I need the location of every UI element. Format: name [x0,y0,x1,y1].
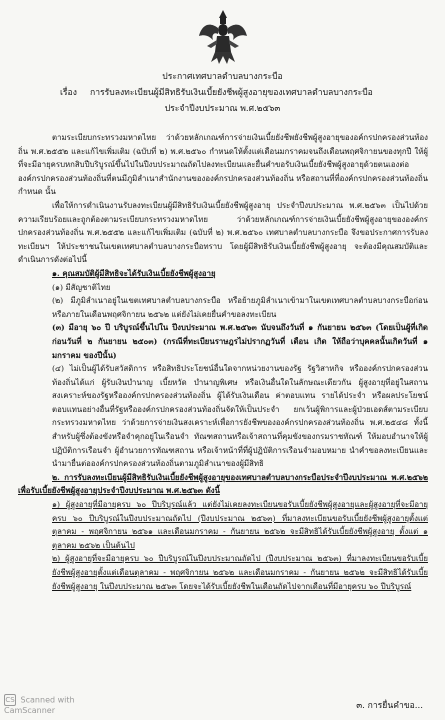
section-2-item-2: ๒) ผู้สูงอายุที่จะมีอายุครบ ๖๐ ปีบริบูรณ์ในปีงบประมาณถัดไป (ปีงบประมาณ ๒๕๖๓) ที่มาลงทะเบียนขอรับเบี้ยยังชีพผู้สูงอายุตั้งแต่เดือนตุลาคม - พฤศจิกายน ๒๕๖๒ และเดือนมกราคม - กันยายน ๒๕๖๒ จะมีสิทธิได้รับเบี้ยยังชีพผู้สูงอายุ ในปีงบประมาณ ๒๕๖๓ โดยจะได้รับเบี้ยยังชีพในเดือนถัดไปจากเดือนที่มีอายุครบ ๖๐ ปีบริบูรณ์ [52,554,428,591]
watermark-line-2: CamScanner [4,706,56,715]
section-2-heading: ๒. การรับลงทะเบียนผู้มีสิทธิรับเงินเบี้ยยังชีพผู้สูงอายุของเทศบาลตำบลบางกระบือประจำปีงบประมาณ พ.ศ.๒๕๖๒ เพื่อรับเบี้ยยังชีพผู้สูงอายุประจำปีงบประมาณ พ.ศ.๒๕๖๓ ดังนี้ [18,472,428,496]
subject-label: เรื่อง [60,88,77,98]
garuda-emblem-icon [197,8,249,66]
subject-line [60,87,373,100]
camscanner-logo-icon: CS [5,696,15,704]
paragraph-intro: ตามระเบียบกระทรวงมหาดไทย ว่าด้วยหลักเกณฑ์การจ่ายเงินเบี้ยยังชีพยังชีพผู้สูงอายุของอค์กรปกครองส่วนท้องถิ่น พ.ศ.๒๕๕๒ และแก้ไขเพิ่มเติม (ฉบับที่ ๒) พ.ศ.๒๕๖๐ กำหนดให้ตั้งแต่เดือนมกราคมจนถึงเดือนพฤศจิกายนของทุกปี ให้ผู้ที่จะมีอายุครบหกสิบปีบริบูรณ์ขึ้นไปในปีงบประมาณถัดไปลงทะเบียนและยื่นคำขอรับเงินเบี้ยยังชีพผู้สูงอายุด้วยตนเองต่อองค์กรปกครองส่วนท้องถิ่นที่ตนมีภูมิลำเนาสำนักงานขององค์กรปกครองส่วนท้องถิ่น หรือสถานที่ที่องค์กรปกครองส่วนท้องถิ่นกำหนด นั้น [18,133,428,197]
section-1-heading: ๑. คุณสมบัติผู้มีสิทธิจะได้รับเงินเบี้ยยังชีพผู้สูงอายุ [52,268,216,278]
section-2-item-1: ๑) ผู้สูงอายุที่มีอายุครบ ๖๐ ปีบริบูรณ์แล้ว แต่ยังไม่เคยลงทะเบียนขอรับเบี้ยยังชีพผู้สูงอายุและผู้สูงอายุที่จะมีอายุครบ ๖๐ ปีบริบูรณ์ในปีงบประมาณถัดไป (ปีงบประมาณ ๒๕๖๓) ที่มาลงทะเบียนขอรับเบี้ยยังชีพผู้สูงอายุตั้งแต่ตุลาคม - พฤศจิกายน ๒๕๖๑ และเดือนมกราคม - กันยายน ๒๕๖๒ จะมีสิทธิได้รับเบี้ยยังชีพผู้สูงอายุ ตั้งแต่ ๑ ตุลาคม ๒๕๖๒ เป็นต้นไป [52,500,428,550]
continuation-marker: ๓. การยื่นคำขอ... [356,701,423,711]
subject-text: การรับลงทะเบียนผู้มีสิทธิรับเงินเบี้ยยังชีพผู้สูงอายุของเทศบาลตำบลบางกระบือ [90,88,373,98]
section-1-item-4: (๔) ไม่เป็นผู้ได้รับสวัสดิการ หรือสิทธิประโยชน์อื่นใดจากหน่วยงานของรัฐ รัฐวิสาหกิจ หรือองค์กรปกครองส่วนท้องถิ่นได้แก่ ผู้รับเงินบำนาญ เบี้ยหวัด บำนาญพิเศษ หรือเงินอื่นใดในลักษณะเดียวกัน ผู้สูงอายุที่อยู่ในสถานสงเคราะห์ของรัฐหรือองค์กรปกครองส่วนท้องถิ่น ผู้ได้รับเงินเดือน ค่าตอบแทน รายได้ประจำ หรือผลประโยชน์ตอบแทนอย่างอื่นที่รัฐหรือองค์กรปกครองส่วนท้องถิ่นจัดให้เป็นประจำ ยกเว้นผู้พิการและผู้ป่วยเอดส์ตามระเบียบกระทรวงมหาดไทย ว่าด้วยการจ่ายเงินสงเคราะห์เพื่อการยังชีพขององค์กรปกครองส่วนท้องถิ่น พ.ศ.๒๕๔๘ ทั้งนี้ สำหรับผู้ซึ่งต้องขังหรือจำคุกอยู่ในเรือนจำ ทัณฑสถานหรือเจ้าสถานที่คุมขังของกรมราชทัณฑ์ ให้มอบอำนาจให้ผู้ปฏิบัติการเรือนจำ ผู้อำนวยการทัณฑสถาน หรือเจ้าหน้าที่ที่ผู้ปฏิบัติการเรือนจำมอบหมาย นำคำขอลงทะเบียนและนำมายื่นต่อองค์กรปกครองส่วนท้องถิ่นตามภูมิลำเนาของผู้มีสิทธิ [52,364,428,469]
paragraph-purpose: เพื่อให้การดำเนินงานรับลงทะเบียนผู้มีสิทธิรับเงินเบี้ยยังชีพผู้สูงอายุ ประจำปีงบประมาณ พ.ศ.๒๕๖๓ เป็นไปด้วยความเรียบร้อยและถูกต้องตามระเบียบกระทรวงมหาดไทย ว่าด้วยหลักเกณฑ์การจ่ายเงินเบี้ยยังชีพผู้สูงอายุขององค์กรปกครองส่วนท้องถิ่น พ.ศ.๒๕๕๒ และแก้ไขเพิ่มเติม (ฉบับที่ ๒) พ.ศ.๒๕๖๐ เทศบาลตำบลบางกระบือ จึงขอประกาศการรับลงทะเบียนฯ ให้ประชาชนในเขตเทศบาลตำบลบางกระบือทราบ โดยผู้มีสิทธิรับเงินเบี้ยยังชีพผู้สูงอายุ จะต้องมีคุณสมบัติและดำเนินการดังต่อไปนี้ [18,200,428,265]
section-1-item-3: (๓) มีอายุ ๖๐ ปี บริบูรณ์ขึ้นไปใน ปีงบประมาณ พ.ศ.๒๕๖๓ นับจนถึงวันที่ ๑ กันยายน ๒๕๖๓ (โดยเป็นผู้ที่เกิดก่อนวันที่ ๒ กันยายน ๒๕๐๓) (กรณีที่ทะเบียนราษฎรไม่ปรากฏวันที่ เดือน เกิด ให้ถือว่าบุคคลนั้นเกิดวันที่ ๑ มกราคม ของปีนั้น) [52,323,428,360]
announcement-title: ประกาศเทศบาลตำบลบางกระบือ [162,72,283,82]
document-body [18,131,428,593]
watermark-line-1: Scanned with [20,695,75,705]
section-1-item-2: (๒) มีภูมิลำเนาอยู่ในเขตเทศบาลตำบลบางกระบือ หรือย้ายภูมิลำเนาเข้ามาในเขตเทศบาลตำบลบางกระบือก่อนหรือภายในเดือนพฤศจิกายน ๒๕๖๒ แต่ยังไม่เคยยื่นคำขอลงทะเบียน [52,296,428,319]
scanner-watermark [4,694,75,716]
fiscal-year-line: ประจำปีงบประมาณ พ.ศ.๒๕๖๓ [164,104,281,114]
section-1-item-1: (๑) มีสัญชาติไทย [52,282,111,292]
